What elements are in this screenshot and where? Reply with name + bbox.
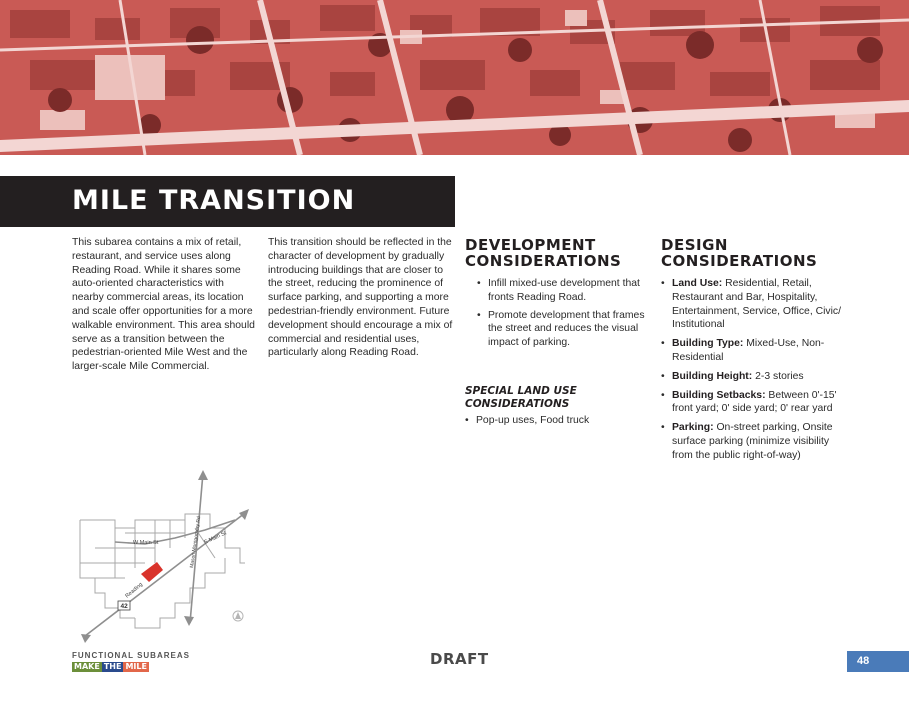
item-label: Building Setbacks:: [672, 389, 766, 401]
page-number: 48: [847, 651, 909, 672]
map-label-w-main: W Main St: [133, 540, 159, 546]
item-text: 2-3 stories: [752, 370, 804, 382]
special-land-use: [465, 385, 645, 428]
make-the-mile-logo: [72, 662, 149, 672]
list-item: • Promote development that frames the street and reduces the visual impact of parking.: [477, 309, 645, 350]
design-list: [661, 277, 841, 463]
special-heading-line2: CONSIDERATIONS: [465, 397, 570, 410]
development-heading-line2: CONSIDERATIONS: [465, 252, 622, 270]
item-label: Land Use:: [672, 278, 723, 289]
draft-watermark: DRAFT: [430, 650, 489, 668]
development-heading: [465, 237, 645, 269]
map-label-e-main: E Main St: [203, 530, 228, 546]
design-heading-line1: DESIGN: [661, 236, 728, 254]
design-considerations: [661, 237, 841, 468]
item-label: Building Height:: [672, 370, 753, 382]
page-title: MILE TRANSITION: [72, 185, 356, 216]
special-heading-line1: SPECIAL LAND USE: [465, 384, 577, 397]
development-list: [465, 277, 645, 350]
list-item: • Pop-up uses, Food truck: [465, 414, 645, 428]
item-text: Mixed-Use, Non-Residential: [672, 338, 825, 363]
map-label-mason-montgomery: Mason Montgomery Rd: [189, 515, 203, 569]
title-bar: [0, 176, 455, 227]
intro-paragraph-2: This transition should be reflected in the character of development by gradually introducing buildings that are closer to the street, reducing the prominence of surface parking, and supporting a more pedestrian-friendly environment. Future development should encourage a mix of commercial and residential uses, particularly along Reading Road.: [268, 237, 453, 359]
development-considerations: [465, 237, 645, 432]
list-item: [661, 421, 841, 462]
intro-column-1: [72, 236, 257, 374]
list-item: [661, 370, 841, 384]
list-item: [661, 337, 841, 365]
footer-section-label: FUNCTIONAL SUBAREAS: [72, 651, 190, 660]
special-list: [465, 414, 645, 428]
intro-paragraph-1: This subarea contains a mix of retail, restaurant, and service uses along Reading Road. While it shares some auto-oriented characteristics with nearby commercial areas, its location and scale offer opportunities for a more walkable environment. This area should serve as a transition between the pedestrian-oriented Mile West and the larger-scale Mile Commercial.: [72, 237, 255, 373]
development-heading-line1: DEVELOPMENT: [465, 236, 596, 254]
design-heading-line2: CONSIDERATIONS: [661, 252, 818, 270]
subarea-key-map: [75, 468, 255, 648]
logo-part-mile: MILE: [125, 662, 147, 671]
list-item: • Infill mixed-use development that fronts Reading Road.: [477, 277, 645, 305]
logo-part-the: THE: [103, 662, 122, 671]
list-item: [661, 389, 841, 417]
special-heading: [465, 385, 645, 411]
item-label: Parking:: [672, 422, 714, 434]
map-label-reading: Reading: [124, 581, 144, 600]
hero-aerial-photo: [0, 0, 909, 155]
design-heading: [661, 237, 841, 269]
route-42-shield: 42: [120, 603, 128, 610]
item-text: Residential, Retail, Restaurant and Bar, Hospitality, Entertainment, Service, Office, Civic/ Institutional: [672, 278, 842, 331]
list-item: [661, 277, 841, 332]
logo-part-make: MAKE: [74, 662, 100, 671]
item-label: Building Type:: [672, 338, 744, 350]
item-text: Between 0'-15' front yard; 0' side yard; 0' rear yard: [672, 389, 837, 415]
intro-column-2: [268, 236, 453, 360]
item-text: On-street parking, Onsite surface parking (minimize visibility from the public right-of-way): [672, 422, 833, 461]
